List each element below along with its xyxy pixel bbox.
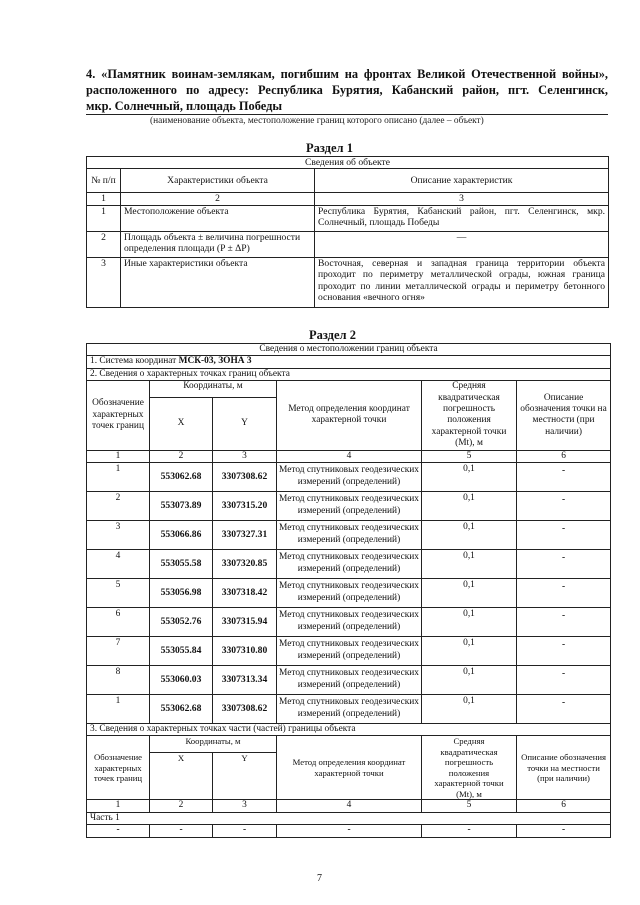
table-row [87,257,609,307]
subsection-2-title: 2. Сведения о характерных точках границ объекта [87,368,611,380]
characteristic-value: — [315,231,609,257]
table-row [87,608,611,637]
part-y-header: Y [213,753,277,800]
point-number: 7 [87,637,150,666]
point-x: 553056.98 [150,579,213,608]
characteristic-value: Восточная, северная и западная граница территории объекта проходит по периметру металлической ограды, южная граница проходит по линии металлической ограды и периметру бетонного основания «вечного огня» [315,257,609,307]
index-cell: 4 [277,450,422,462]
point-error: 0,1 [422,695,517,724]
index-cell: 3 [213,800,277,812]
table-row [87,579,611,608]
point-method: Метод спутниковых геодезических измерений (определений) [277,492,422,521]
point-description: - [517,550,611,579]
point-y: 3307315.20 [213,492,277,521]
point-number: 2 [87,492,150,521]
point-number: 1 [87,463,150,492]
index-cell: 2 [121,193,315,205]
point-error: 0,1 [422,521,517,550]
table-row [87,463,611,492]
point-y: 3307315.94 [213,608,277,637]
object-info-table [86,156,609,308]
point-method: Метод спутниковых геодезических измерений (определений) [277,666,422,695]
coordinate-system-value: МСК-03, ЗОНА 3 [178,356,252,367]
heading-note: (наименование объекта, местоположение границ которого описано (далее – объект) [150,116,484,126]
point-x: 553062.68 [150,463,213,492]
page-number: 7 [317,873,322,884]
index-cell: 1 [87,800,150,812]
coordinate-system-label: 1. Система координат [90,356,179,367]
part-description-header: Описание обозначения точки на местности (при наличии) [517,736,611,800]
part-cell: - [213,825,277,837]
point-error: 0,1 [422,608,517,637]
col-characteristics-header: Характеристики объекта [121,169,315,193]
index-cell: 5 [422,800,517,812]
point-method: Метод спутниковых геодезических измерений (определений) [277,521,422,550]
point-y: 3307327.31 [213,521,277,550]
point-x: 553073.89 [150,492,213,521]
point-y: 3307308.62 [213,463,277,492]
error-header: Средняя квадратическая погрешность положения характерной точки (Mt), м [422,381,517,450]
index-cell: 4 [277,800,422,812]
subsection-3-title: 3. Сведения о характерных точках части (частей) границы объекта [87,724,611,736]
characteristic-name: Иные характеристики объекта [121,257,315,307]
object-heading [86,66,608,114]
point-y: 3307318.42 [213,579,277,608]
row-number: 2 [87,231,121,257]
table-row [87,492,611,521]
point-x: 553052.76 [150,608,213,637]
point-number: 4 [87,550,150,579]
point-y: 3307308.62 [213,695,277,724]
table-row [87,695,611,724]
part-method-header: Метод определения координат характерной точки [277,736,422,800]
point-x: 553066.86 [150,521,213,550]
point-method: Метод спутниковых геодезических измерений (определений) [277,550,422,579]
table-row [87,521,611,550]
part-cell: - [150,825,213,837]
point-description: - [517,463,611,492]
point-mark-header: Обозначение характерных точек границ [87,381,150,450]
point-number: 3 [87,521,150,550]
point-error: 0,1 [422,637,517,666]
boundary-points-table [86,343,611,838]
index-cell: 5 [422,450,517,462]
coordinate-system [87,356,611,368]
table-row [87,637,611,666]
point-method: Метод спутниковых геодезических измерений (определений) [277,695,422,724]
point-y: 3307313.34 [213,666,277,695]
index-cell: 1 [87,450,150,462]
point-number: 1 [87,695,150,724]
index-cell: 2 [150,800,213,812]
point-method: Метод спутниковых геодезических измерений (определений) [277,463,422,492]
characteristic-value: Республика Бурятия, Кабанский район, пгт. Селенгинск, мкр. Солнечный, площадь Победы [315,205,609,231]
heading-underline [86,114,608,115]
point-y: 3307320.85 [213,550,277,579]
index-cell: 1 [87,193,121,205]
table-row [87,550,611,579]
heading-line-2: расположенного по адресу: Республика Бурятия, Кабанский район, пгт. Селенгинск, [86,83,608,97]
part-cell: - [517,825,611,837]
index-cell: 2 [150,450,213,462]
point-x: 553060.03 [150,666,213,695]
point-description: - [517,695,611,724]
index-cell: 3 [213,450,277,462]
part-coordinates-header: Координаты, м [150,736,277,753]
point-method: Метод спутниковых геодезических измерений (определений) [277,637,422,666]
point-description: - [517,666,611,695]
point-method: Метод спутниковых геодезических измерений (определений) [277,579,422,608]
coordinates-header: Координаты, м [150,381,277,397]
heading-line-3: мкр. Солнечный, площадь Победы [86,99,283,113]
table-row [87,205,609,231]
index-cell: 3 [315,193,609,205]
point-description: - [517,521,611,550]
index-cell: 6 [517,450,611,462]
point-description: - [517,579,611,608]
col-description-header: Описание характеристик [315,169,609,193]
section-1-title: Раздел 1 [306,141,353,155]
table-row [87,231,609,257]
point-error: 0,1 [422,579,517,608]
point-description: - [517,492,611,521]
index-cell: 6 [517,800,611,812]
method-header: Метод определения координат характерной точки [277,381,422,450]
section-2-title: Раздел 2 [309,328,356,342]
table-row [87,666,611,695]
y-header: Y [213,397,277,450]
point-x: 553062.68 [150,695,213,724]
description-header: Описание обозначения точки на местности (при наличии) [517,381,611,450]
point-error: 0,1 [422,550,517,579]
characteristic-name: Местоположение объекта [121,205,315,231]
col-number-header: № п/п [87,169,121,193]
row-number: 3 [87,257,121,307]
part-label: Часть 1 [87,812,611,824]
characteristic-name: Площадь объекта ± величина погрешности определения площади (P ± ΔP) [121,231,315,257]
point-number: 5 [87,579,150,608]
point-description: - [517,608,611,637]
part-error-header: Средняя квадратическая погрешность положения характерной точки (Mt), м [422,736,517,800]
part-point-mark-header: Обозначение характерных точек границ [87,736,150,800]
point-method: Метод спутниковых геодезических измерений (определений) [277,608,422,637]
section-1-caption: Сведения об объекте [87,157,609,169]
point-number: 8 [87,666,150,695]
x-header: X [150,397,213,450]
point-x: 553055.58 [150,550,213,579]
part-cell: - [277,825,422,837]
part-cell: - [87,825,150,837]
row-number: 1 [87,205,121,231]
table-row [87,825,611,837]
point-number: 6 [87,608,150,637]
point-error: 0,1 [422,463,517,492]
section-2-caption: Сведения о местоположении границ объекта [87,344,611,356]
part-x-header: X [150,753,213,800]
point-description: - [517,637,611,666]
point-y: 3307310.80 [213,637,277,666]
point-error: 0,1 [422,666,517,695]
point-error: 0,1 [422,492,517,521]
part-cell: - [422,825,517,837]
heading-line-1: 4. «Памятник воинам-землякам, погибшим на фронтах Великой Отечественной войны», [86,67,608,81]
point-x: 553055.84 [150,637,213,666]
